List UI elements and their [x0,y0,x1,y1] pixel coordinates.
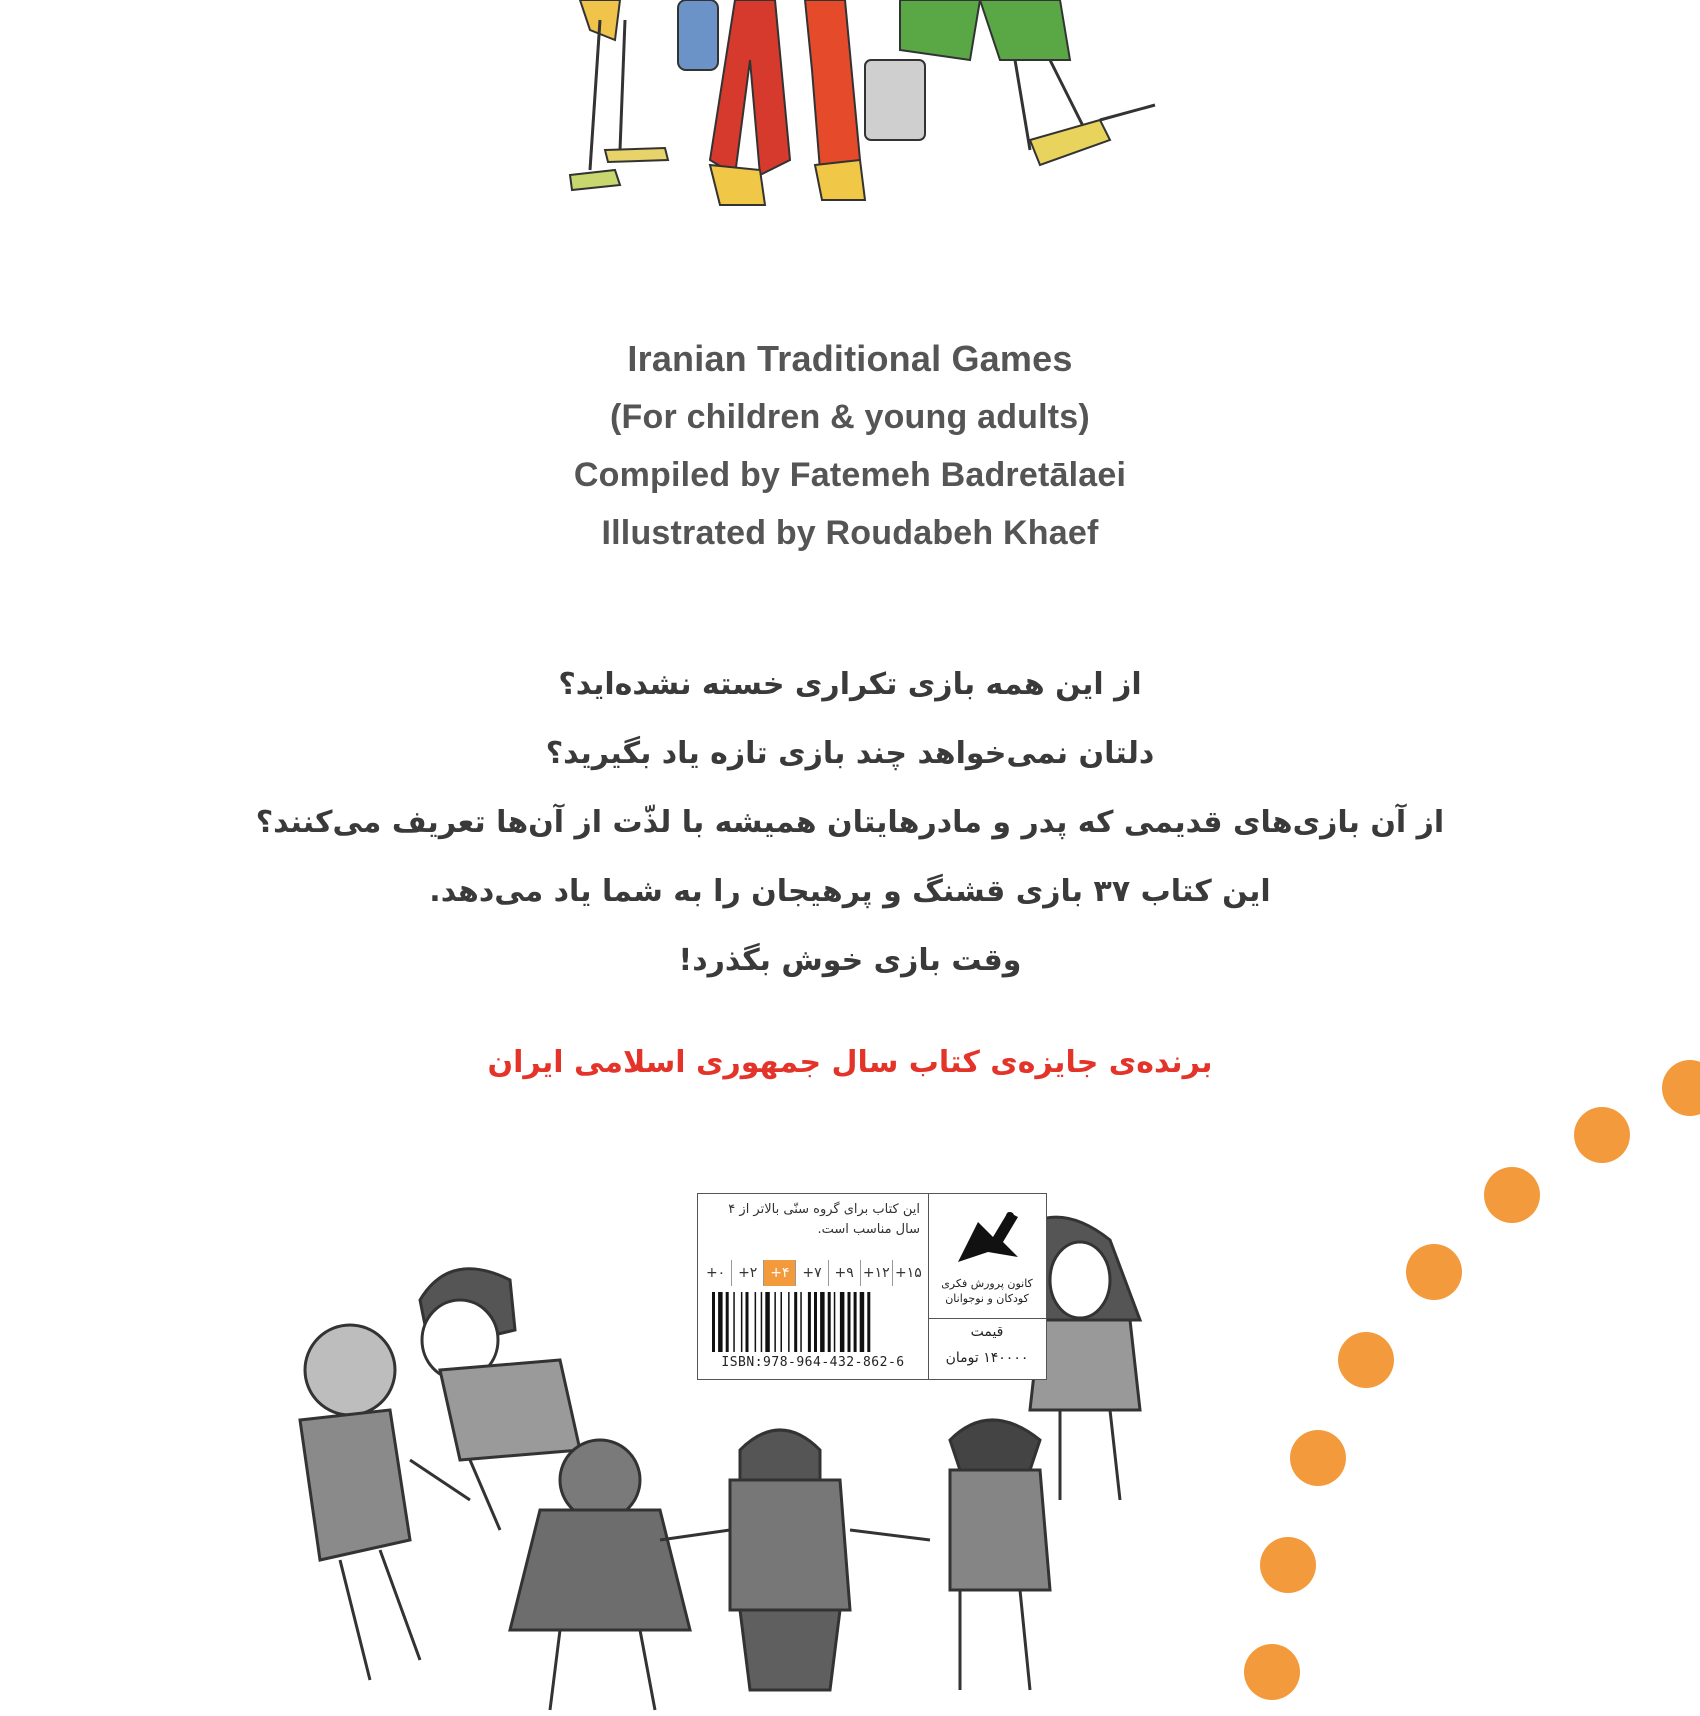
barcode-bar [794,1292,797,1352]
barcode-bar [834,1292,836,1352]
blurb-line-4: این کتاب ۳۷ بازی قشنگ و پرهیجان را به شما یاد می‌دهد. [429,874,1271,909]
barcode-bar [755,1292,757,1352]
barcode-bar [726,1292,729,1352]
barcode-bar [733,1292,735,1352]
barcode [710,1292,914,1352]
barcode-bar [788,1292,790,1352]
barcode-bar [828,1292,831,1352]
publisher-divider [928,1318,1046,1319]
barcode-bar [718,1292,723,1352]
age-group-row [700,1260,924,1286]
book-info-box [697,1193,1047,1380]
age-note: این کتاب برای گروه سنّی بالاتر از ۴ سال مناسب است. [728,1202,920,1237]
age-group-9: +۹ [829,1260,861,1286]
barcode-bar [840,1292,845,1352]
age-group-4-selected: +۴ [764,1260,796,1286]
age-and-barcode-panel [698,1194,929,1379]
barcode-bar [712,1292,715,1352]
illustrated-by: Illustrated by Roudabeh Khaef [601,514,1099,552]
barcode-bar [781,1292,783,1352]
barcode-bar [867,1292,870,1352]
publisher-panel [928,1194,1046,1379]
blurb-line-3: از آن بازی‌های قدیمی که پدر و مادرهایتان همیشه با لذّت از آن‌ها تعریف می‌کنند؟ [255,805,1445,840]
english-credits [0,330,1700,562]
barcode-bar [761,1292,763,1352]
english-subtitle: (For children & young adults) [610,398,1090,436]
english-title: Iranian Traditional Games [627,338,1073,379]
barcode-bar [774,1292,776,1352]
blurb-line-1: از این همه بازی تکراری خسته نشده‌اید؟ [558,667,1142,702]
age-group-15: +۱۵ [895,1265,922,1281]
bird-logo-icon [948,1202,1028,1272]
barcode-bar [800,1292,802,1352]
barcode-bar [820,1292,825,1352]
compiled-by: Compiled by Fatemeh Badretālaei [573,456,1127,494]
barcode-bar [746,1292,749,1352]
award-line: برنده‌ی جایزه‌ی کتاب سال جمهوری اسلامی ایران [487,1045,1213,1080]
persian-blurb [0,650,1700,995]
barcode-bar [814,1292,817,1352]
age-group-0: +۰ [700,1260,732,1286]
barcode-bar [808,1292,811,1352]
blurb-line-2: دلتان نمی‌خواهد چند بازی تازه یاد بگیرید؟ [545,736,1155,771]
barcode-bar [860,1292,865,1352]
age-group-2: +۲ [732,1260,764,1286]
barcode-bar [848,1292,851,1352]
age-group-7: +۷ [796,1260,828,1286]
top-illustration [560,0,1260,230]
isbn: ISBN:978-964-432-862-6 [721,1355,905,1370]
price-value: ۱۴۰۰۰۰ تومان [945,1350,1029,1366]
barcode-bar [765,1292,770,1352]
barcode-bar [741,1292,743,1352]
age-group-12: +۱۲ [861,1260,893,1286]
barcode-bar [854,1292,857,1352]
price-label: قیمت [970,1324,1004,1340]
blurb-line-5: وقت بازی خوش بگذرد! [678,943,1022,978]
publisher-name: کانون پرورش فکری کودکان و نوجوانان [941,1277,1033,1305]
